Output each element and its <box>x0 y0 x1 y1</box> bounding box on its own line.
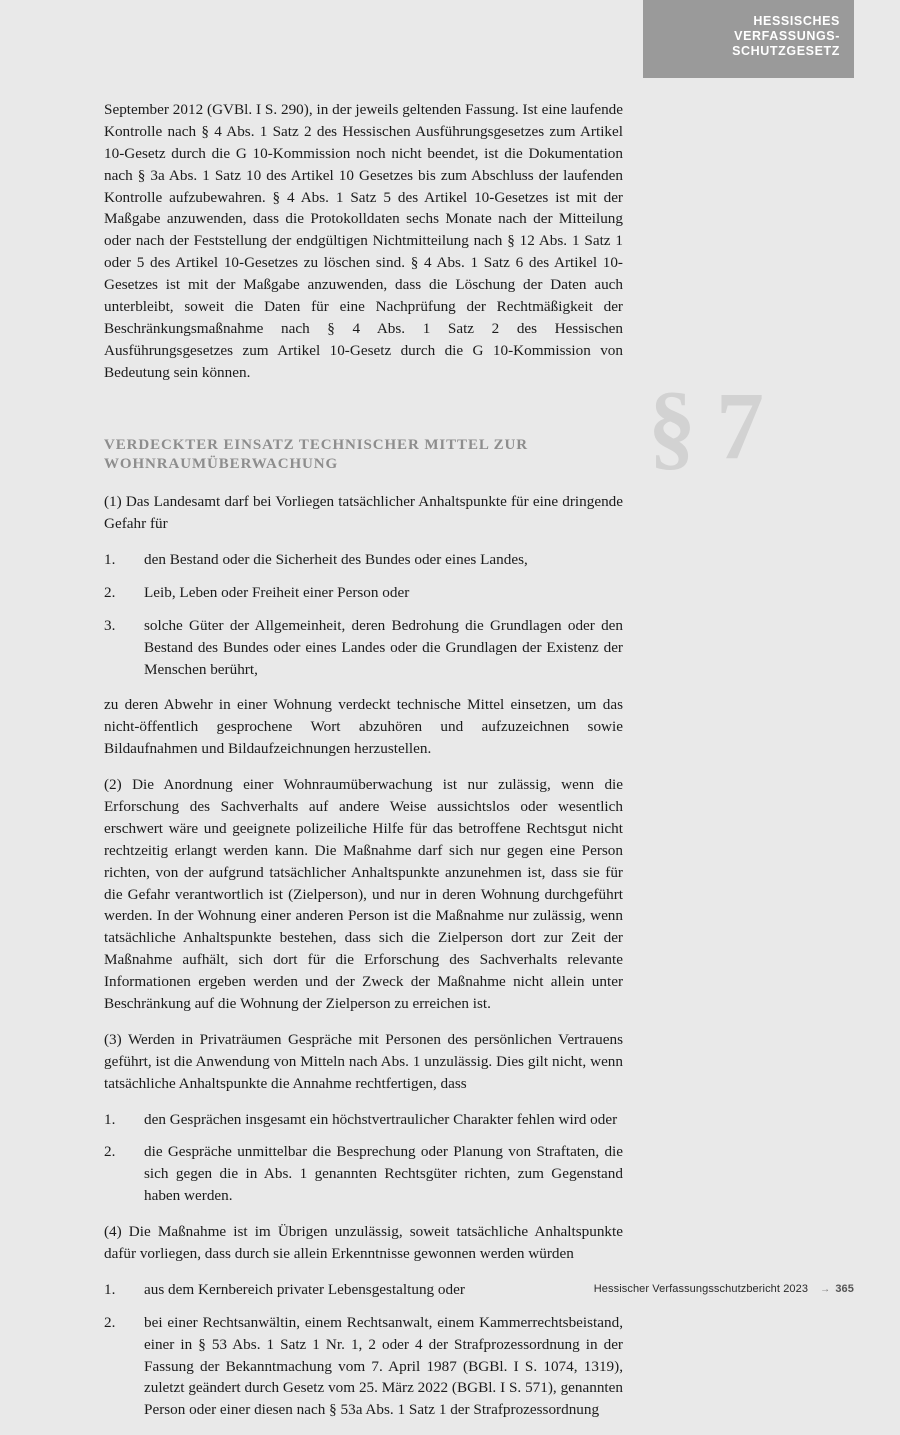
list-item <box>104 1312 623 1421</box>
document-content <box>104 99 623 1435</box>
list-item-number: 2. <box>104 583 116 601</box>
list-item-text: solche Güter der Allgemeinheit, deren Bedrohung die Grundlagen oder den Bestand des Bundes oder eines Landes oder die Grundlagen der Existenz der Menschen berührt, <box>144 616 623 678</box>
paragraph-1-tail: zu deren Abwehr in einer Wohnung verdeckt technische Mittel einsetzen, um das nicht-öffentlich gesprochene Wort abzuhören und aufzuzeichnen sowie Bildaufnahmen und Bildaufzeichnungen herzustellen. <box>104 696 623 758</box>
footer-title: Hessischer Verfassungsschutzbericht 2023 <box>593 1283 809 1295</box>
list-item-number: 2. <box>104 1313 116 1331</box>
page-footer <box>594 1283 854 1295</box>
list-item <box>104 1279 623 1301</box>
list-item-text: den Gesprächen insgesamt ein höchstvertraulicher Charakter fehlen wird oder <box>144 1110 618 1128</box>
header-tab-line2: VERFASSUNGS- <box>734 28 840 43</box>
continuation-paragraph: September 2012 (GVBl. I S. 290), in der jeweils geltenden Fassung. Ist eine laufende Kontrolle nach § 4 Abs. 1 Satz 2 des Hessischen Ausführungsgesetzes zum Artikel 10-Gesetz durch die G 10-Kommission noch nicht beendet, ist die Dokumentation nach § 3a Abs. 1 Satz 10 des Artikel 10 Gesetzes bis zum Abschluss der laufenden Kontrolle aufzubewahren. § 4 Abs. 1 Satz 5 des Artikel 10-Gesetzes ist mit der Maßgabe anzuwenden, dass die Protokolldaten sechs Monate nach der Mitteilung oder nach der Feststellung der endgültigen Nichtmitteilung nach § 12 Abs. 1 Satz 1 oder 5 des Artikel 10-Gesetzes zu löschen sind. § 4 Abs. 1 Satz 6 des Artikel 10-Gesetzes ist mit der Maßgabe anzuwenden, dass die Löschung der Daten auch unterbleibt, soweit die Daten für eine Nachprüfung der Rechtmäßigkeit der Beschränkungsmaßnahme nach § 4 Abs. 1 Satz 2 des Hessischen Ausführungsgesetzes zum Artikel 10-Gesetz durch die G 10-Kommission von Bedeutung sein können. <box>104 101 623 381</box>
list-item-text: aus dem Kernbereich privater Lebensgestaltung oder <box>144 1280 465 1298</box>
list-item-number: 1. <box>104 1280 116 1298</box>
paragraph-3-list <box>104 1109 623 1208</box>
list-item <box>104 582 623 604</box>
list-item-number: 2. <box>104 1143 116 1161</box>
section-mark: § 7 <box>648 372 762 479</box>
footer-page-group <box>820 1283 854 1295</box>
paragraph-3-intro: (3) Werden in Privaträumen Gespräche mit Personen des persönlichen Vertrauens geführt, ist die Anwendung von Mitteln nach Abs. 1 unzulässig. Dies gilt nicht, wenn tatsächliche Anhaltspunkte die Annahme rechtfertigen, dass <box>104 1030 623 1092</box>
paragraph-4-list <box>104 1279 623 1421</box>
list-item <box>104 549 623 571</box>
list-item-number: 1. <box>104 1110 116 1128</box>
header-tab-line1: HESSISCHES <box>753 14 840 28</box>
paragraph-4-intro: (4) Die Maßnahme ist im Übrigen unzulässig, soweit tatsächliche Anhaltspunkte dafür vorliegen, dass durch sie allein Erkenntnisse gewonnen werden würden <box>104 1223 623 1262</box>
list-item-text: den Bestand oder die Sicherheit des Bundes oder eines Landes, <box>144 550 528 568</box>
paragraph-1-list <box>104 549 623 680</box>
list-item <box>104 615 623 681</box>
list-item <box>104 1141 623 1207</box>
list-item-text: bei einer Rechtsanwältin, einem Rechtsanwalt, einem Kammerrechtsbeistand, einer in § 53 Abs. 1 Satz 1 Nr. 1, 2 oder 4 der Strafprozessordnung in der Fassung der Bekanntmachung vom 7. April 1987 (BGBl. I S. 1074, 1319), zuletzt geändert durch Gesetz vom 25. März 2022 (BGBl. I S. 571), genannten Person oder einer diesen nach § 53a Abs. 1 Satz 1 der Strafprozessordnung <box>144 1313 623 1419</box>
list-item-text: Leib, Leben oder Freiheit einer Person oder <box>144 583 410 601</box>
arrow-right-icon: → <box>820 1284 831 1295</box>
list-item <box>104 1109 623 1131</box>
page-number: 365 <box>835 1283 854 1295</box>
list-item-number: 3. <box>104 616 116 634</box>
paragraph-2: (2) Die Anordnung einer Wohnraumüberwachung ist nur zulässig, wenn die Erforschung des Sachverhalts auf andere Weise aussichtslos oder wesentlich erschwert wäre und geeignete polizeiliche Hilfe für das betroffene Rechtsgut nicht rechtzeitig erlangt werden kann. Die Maßnahme darf sich nur gegen eine Person richten, von der aufgrund tatsächlicher Anhaltspunkte anzunehmen ist, dass sie für die Gefahr verantwortlich ist (Zielperson), und nur in deren Wohnung durchgeführt werden. In der Wohnung einer anderen Person ist die Maßnahme nur zulässig, wenn tatsächliche Anhaltspunkte bestehen, dass sich die Zielperson dort zur Zeit der Maßnahme aufhält, sich dort für die Erforschung des Sachverhalts relevante Informationen ergeben werden und der Zweck der Maßnahme nicht allein unter Beschränkung auf die Wohnung der Zielperson zu erreichen ist. <box>104 776 623 1012</box>
list-item-number: 1. <box>104 550 116 568</box>
section-heading: VERDECKTER EINSATZ TECHNISCHER MITTEL ZUR WOHNRAUMÜBERWACHUNG <box>104 436 528 473</box>
header-tab-line3: SCHUTZGESETZ <box>732 43 840 58</box>
chapter-header-tab <box>643 0 854 78</box>
list-item-text: die Gespräche unmittelbar die Besprechung oder Planung von Straftaten, die sich gegen die in Abs. 1 genannten Rechtsgüter richten, zum Gegenstand haben werden. <box>144 1143 623 1205</box>
paragraph-1-intro: (1) Das Landesamt darf bei Vorliegen tatsächlicher Anhaltspunkte für eine dringende Gefahr für <box>104 493 623 533</box>
